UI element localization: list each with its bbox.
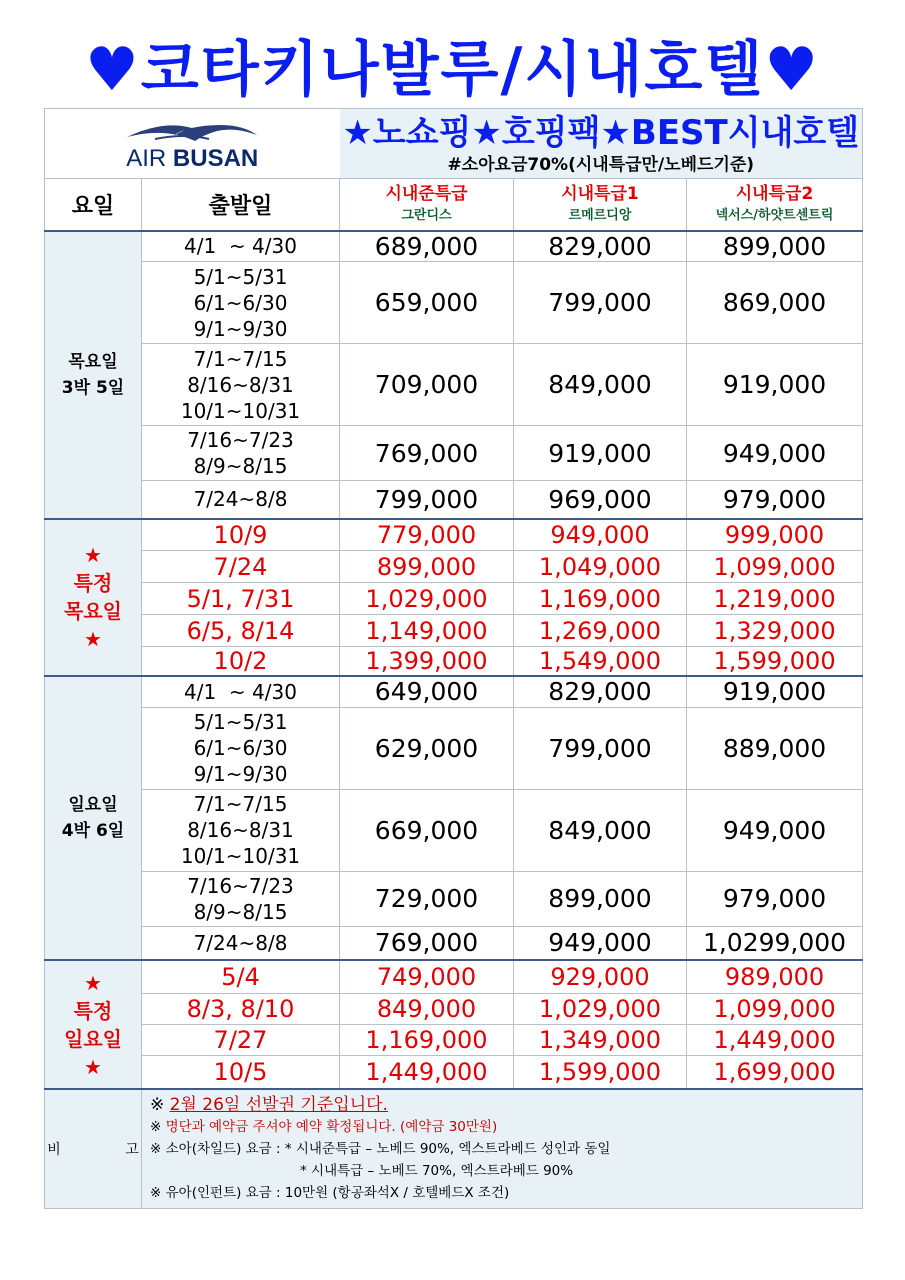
departure-dates: 7/1~7/15 8/16~8/31 10/1~10/31 (142, 344, 340, 426)
note-line (150, 1160, 854, 1182)
departure-dates: 4/1 ~ 4/30 (142, 231, 340, 262)
departure-dates: 7/24~8/8 (142, 481, 340, 519)
table-row (45, 871, 863, 926)
price-grade-1: 749,000 (340, 960, 514, 993)
price-grade-2: 849,000 (514, 789, 687, 871)
price-grade-3: 899,000 (687, 231, 863, 262)
header-grade-1: 시내준특급 그란디스 (340, 179, 514, 231)
header-grade-3: 시내특급2 넥서스/하얏트센트릭 (687, 179, 863, 231)
departure-dates: 4/1 ~ 4/30 (142, 676, 340, 707)
departure-dates: 7/24~8/8 (142, 926, 340, 960)
price-grade-2: 1,029,000 (514, 993, 687, 1024)
day-label: 목요일 3박 5일 (45, 231, 142, 519)
price-grade-3: 979,000 (687, 481, 863, 519)
bird-wing-icon (125, 117, 259, 145)
price-grade-1: 769,000 (340, 926, 514, 960)
price-grade-1: 899,000 (340, 551, 514, 583)
price-grade-2: 1,169,000 (514, 583, 687, 615)
table-row (45, 993, 863, 1024)
price-grade-1: 779,000 (340, 519, 514, 551)
table-header-row (45, 179, 863, 231)
table-row (45, 481, 863, 519)
price-grade-3: 1,099,000 (687, 551, 863, 583)
price-grade-2: 929,000 (514, 960, 687, 993)
departure-dates: 10/2 (142, 647, 340, 677)
table-row (45, 676, 863, 707)
day-label: 일요일 4박 6일 (45, 676, 142, 960)
note-text: 유아(인펀트) 요금 : 10만원 (항공좌석X / 호텔베드X 조건) (165, 1185, 510, 1201)
note-line (150, 1182, 854, 1204)
day-label: ★ 특정 일요일 ★ (45, 960, 142, 1089)
departure-dates: 10/5 (142, 1055, 340, 1089)
price-grade-3: 919,000 (687, 676, 863, 707)
note-line (150, 1138, 854, 1160)
price-grade-1: 659,000 (340, 262, 514, 344)
price-grade-1: 849,000 (340, 993, 514, 1024)
price-grade-1: 649,000 (340, 676, 514, 707)
price-grade-2: 1,349,000 (514, 1024, 687, 1055)
table-row (45, 1055, 863, 1089)
table-row (45, 231, 863, 262)
departure-dates: 7/27 (142, 1024, 340, 1055)
departure-dates: 7/24 (142, 551, 340, 583)
price-grade-3: 989,000 (687, 960, 863, 993)
day-label: ★ 특정 목요일 ★ (45, 519, 142, 677)
table-row (45, 707, 863, 789)
header-day: 요일 (45, 179, 142, 231)
departure-dates: 7/16~7/23 8/9~8/15 (142, 871, 340, 926)
price-grade-3: 869,000 (687, 262, 863, 344)
price-table (44, 108, 863, 1209)
departure-dates: 5/1~5/31 6/1~6/30 9/1~9/30 (142, 707, 340, 789)
note-mark: ※ (150, 1095, 165, 1115)
table-row (45, 262, 863, 344)
price-grade-3: 1,099,000 (687, 993, 863, 1024)
price-grade-2: 1,599,000 (514, 1055, 687, 1089)
price-grade-1: 669,000 (340, 789, 514, 871)
airline-logo (45, 109, 340, 179)
price-grade-2: 829,000 (514, 231, 687, 262)
page-title: ♥코타키나발루/시내호텔♥ (84, 35, 821, 105)
logo-name: BUSAN (172, 144, 259, 172)
price-grade-2: 899,000 (514, 871, 687, 926)
price-grade-3: 1,699,000 (687, 1055, 863, 1089)
departure-dates: 7/16~7/23 8/9~8/15 (142, 426, 340, 481)
table-row (45, 647, 863, 677)
table-row (45, 519, 863, 551)
note-text: * 시내특급 – 노베드 70%, 엑스트라베드 90% (300, 1163, 574, 1179)
departure-dates: 8/3, 8/10 (142, 993, 340, 1024)
price-grade-3: 889,000 (687, 707, 863, 789)
price-grade-3: 999,000 (687, 519, 863, 551)
promo-subtitle: #소아요금70%(시내특급만/노베드기준) (447, 154, 755, 175)
price-grade-1: 799,000 (340, 481, 514, 519)
departure-dates: 10/9 (142, 519, 340, 551)
notes-row (45, 1089, 863, 1209)
table-row (45, 426, 863, 481)
price-grade-1: 1,029,000 (340, 583, 514, 615)
header-departure: 출발일 (142, 179, 340, 231)
header-grade-2: 시내특급1 르메르디앙 (514, 179, 687, 231)
price-grade-3: 949,000 (687, 789, 863, 871)
table-row (45, 551, 863, 583)
price-grade-3: 949,000 (687, 426, 863, 481)
price-grade-2: 1,049,000 (514, 551, 687, 583)
price-grade-1: 689,000 (340, 231, 514, 262)
note-mark: ※ (150, 1185, 162, 1201)
departure-dates: 5/1~5/31 6/1~6/30 9/1~9/30 (142, 262, 340, 344)
note-text: 명단과 예약금 주셔야 예약 확정됩니다. (예약금 30만원) (165, 1119, 498, 1135)
price-grade-3: 1,0299,000 (687, 926, 863, 960)
price-grade-1: 629,000 (340, 707, 514, 789)
note-line (150, 1116, 854, 1138)
table-row (45, 960, 863, 993)
price-grade-3: 979,000 (687, 871, 863, 926)
price-grade-3: 1,599,000 (687, 647, 863, 677)
price-grade-3: 1,219,000 (687, 583, 863, 615)
price-grade-3: 1,329,000 (687, 615, 863, 647)
note-text: 2월 26일 선발권 기준입니다. (169, 1095, 388, 1115)
price-grade-2: 849,000 (514, 344, 687, 426)
price-grade-3: 919,000 (687, 344, 863, 426)
table-row (45, 344, 863, 426)
departure-dates: 7/1~7/15 8/16~8/31 10/1~10/31 (142, 789, 340, 871)
price-grade-2: 1,269,000 (514, 615, 687, 647)
price-grade-1: 1,169,000 (340, 1024, 514, 1055)
promo-title: ★노쇼핑★호핑팩★BEST시내호텔 (342, 112, 860, 153)
note-mark: ※ (150, 1141, 162, 1157)
note-text: 소아(차일드) 요금 : * 시내준특급 – 노베드 90%, 엑스트라베드 성인과 동일 (165, 1141, 611, 1157)
table-row (45, 926, 863, 960)
departure-dates: 6/5, 8/14 (142, 615, 340, 647)
price-grade-1: 769,000 (340, 426, 514, 481)
price-grade-1: 1,449,000 (340, 1055, 514, 1089)
price-grade-2: 949,000 (514, 926, 687, 960)
note-mark: ※ (150, 1119, 162, 1135)
table-row (45, 1024, 863, 1055)
departure-dates: 5/1, 7/31 (142, 583, 340, 615)
logo-prefix: AIR (126, 144, 167, 172)
price-grade-2: 919,000 (514, 426, 687, 481)
price-grade-1: 1,399,000 (340, 647, 514, 677)
price-grade-2: 949,000 (514, 519, 687, 551)
table-row (45, 583, 863, 615)
notes-label: 비 고 (45, 1089, 142, 1209)
price-grade-1: 1,149,000 (340, 615, 514, 647)
price-grade-1: 709,000 (340, 344, 514, 426)
departure-dates: 5/4 (142, 960, 340, 993)
price-grade-3: 1,449,000 (687, 1024, 863, 1055)
table-row (45, 615, 863, 647)
price-grade-2: 829,000 (514, 676, 687, 707)
price-grade-2: 969,000 (514, 481, 687, 519)
promo-banner (340, 109, 863, 179)
table-row (45, 789, 863, 871)
notes-content (142, 1089, 863, 1209)
price-grade-2: 1,549,000 (514, 647, 687, 677)
price-grade-2: 799,000 (514, 262, 687, 344)
price-grade-2: 799,000 (514, 707, 687, 789)
note-line (150, 1094, 854, 1116)
price-grade-1: 729,000 (340, 871, 514, 926)
